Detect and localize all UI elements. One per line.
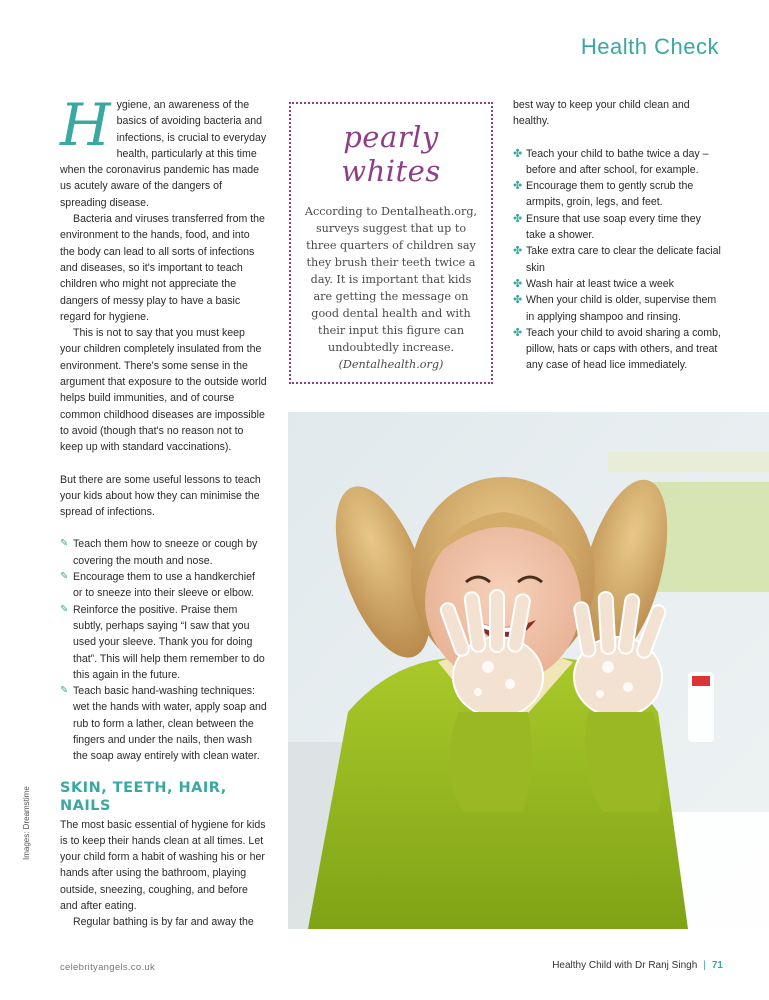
pencil-icon: ✎ (60, 603, 69, 615)
cross-icon: ✤ (513, 212, 523, 225)
body-paragraph: But there are some useful lessons to teach your kids about how they can minimise the spread of infections. (60, 473, 261, 519)
list-item-text: Take extra care to clear the delicate facial skin (526, 245, 721, 274)
article-column-3 (513, 97, 723, 374)
pullout-source: (Dentalhealth.org) (338, 358, 444, 371)
list-item-text: Teach your child to avoid sharing a comb, pillow, hats or caps with others, and treat any case of head lice immediately. (526, 326, 721, 372)
footer-website: celebrityangels.co.uk (60, 962, 156, 973)
photo-credit: Images: Dreamstime (22, 786, 31, 860)
list-item (513, 276, 723, 292)
cross-icon: ✤ (513, 180, 523, 193)
list-item (60, 569, 267, 602)
pencil-icon: ✎ (60, 571, 69, 583)
list-item-text: Teach them how to sneeze or cough by covering the mouth and nose. (73, 538, 258, 567)
subheading: SKIN, TEETH, HAIR, NAILS (60, 779, 227, 814)
footer-separator: | (703, 960, 706, 971)
list-item (60, 536, 267, 569)
bathing-tips-list (513, 146, 723, 374)
list-item (513, 243, 723, 276)
body-paragraph: best way to keep your child clean and healthy. (513, 99, 690, 128)
list-item-text: Reinforce the positive. Praise them subtly, perhaps saying “I saw that you used your sleeve. Thank you for doing that”. This will help them remember to do this again in the future. (73, 603, 265, 681)
pullout-body (301, 203, 481, 373)
list-item (513, 178, 723, 211)
intro-text: ygiene, an awareness of the basics of avoiding bacteria and infections, is crucial to everyday health, particularly at this time when the coronavirus pandemic has made us acutely aware of the dangers of spreading disease. (60, 99, 267, 209)
list-item-text: When your child is older, supervise them in applying shampoo and rinsing. (526, 294, 717, 323)
cross-icon: ✤ (513, 245, 523, 258)
footer-publication (552, 960, 723, 971)
pullout-title: pearly whites (341, 120, 441, 188)
pullout-text: According to Dentalheath.org, surveys suggest that up to three quarters of children say they brush their teeth twice a day. It is important that kids are getting the message on good dental health and with their input this figure can undoubtedly increase. (304, 205, 478, 354)
cross-icon: ✤ (513, 277, 523, 290)
body-paragraph: Bacteria and viruses transferred from the environment to the hands, food, and into the body can lead to all sorts of infections and diseases, so it's important to teach children who might not appreciate the dangers of messy play to have a basic regard for hygiene. (60, 213, 265, 323)
list-item-text: Encourage them to use a handkerchief or to sneeze into their sleeve or elbow. (73, 571, 255, 600)
child-handwashing-photo (288, 412, 769, 929)
hygiene-tips-list (60, 536, 267, 764)
body-paragraph: The most basic essential of hygiene for kids is to keep their hands clean at all times. Let your child form a habit of washing his or her hands after using the bathroom, playing outside, sneezing, coughing, and before and after eating. (60, 818, 266, 913)
pencil-icon: ✎ (60, 538, 69, 550)
list-item (513, 146, 723, 179)
page-number: 71 (711, 960, 723, 971)
article-column-1 (60, 91, 267, 931)
list-item-text: Ensure that use soap every time they take a shower. (526, 212, 701, 242)
list-item (60, 602, 267, 683)
drop-cap: H (60, 91, 111, 159)
cross-icon: ✤ (513, 147, 523, 160)
publication-title: Healthy Child with Dr Ranj Singh (552, 960, 698, 971)
body-paragraph: Regular bathing is by far and away the (73, 916, 254, 929)
list-item-text: Teach basic hand-washing techniques: wet the hands with water, apply soap and rub to form a lather, clean between the fingers and under the nails, then wash the soap away entirely with clean water. (73, 685, 267, 763)
list-item-text: Encourage them to gently scrub the armpits, groin, legs, and feet. (526, 180, 694, 209)
list-item (513, 211, 723, 244)
section-title: Health Check (580, 34, 719, 59)
cross-icon: ✤ (513, 326, 523, 339)
cross-icon: ✤ (513, 294, 523, 307)
list-item (513, 325, 723, 374)
pencil-icon: ✎ (60, 685, 69, 697)
body-paragraph: This is not to say that you must keep your children completely insulated from the environment. There's some sense in the argument that exposure to the outside world helps build immunities, and of course common childhood diseases are impossible to avoid (though that's no reason not to keep up with standard vaccinations). (60, 327, 267, 454)
list-item (513, 292, 723, 325)
pullout-box (289, 102, 493, 384)
list-item-text: Wash hair at least twice a week (526, 277, 674, 290)
list-item (60, 683, 267, 764)
list-item-text: Teach your child to bathe twice a day – before and after school, for example. (526, 147, 709, 176)
intro-paragraph (60, 91, 267, 211)
